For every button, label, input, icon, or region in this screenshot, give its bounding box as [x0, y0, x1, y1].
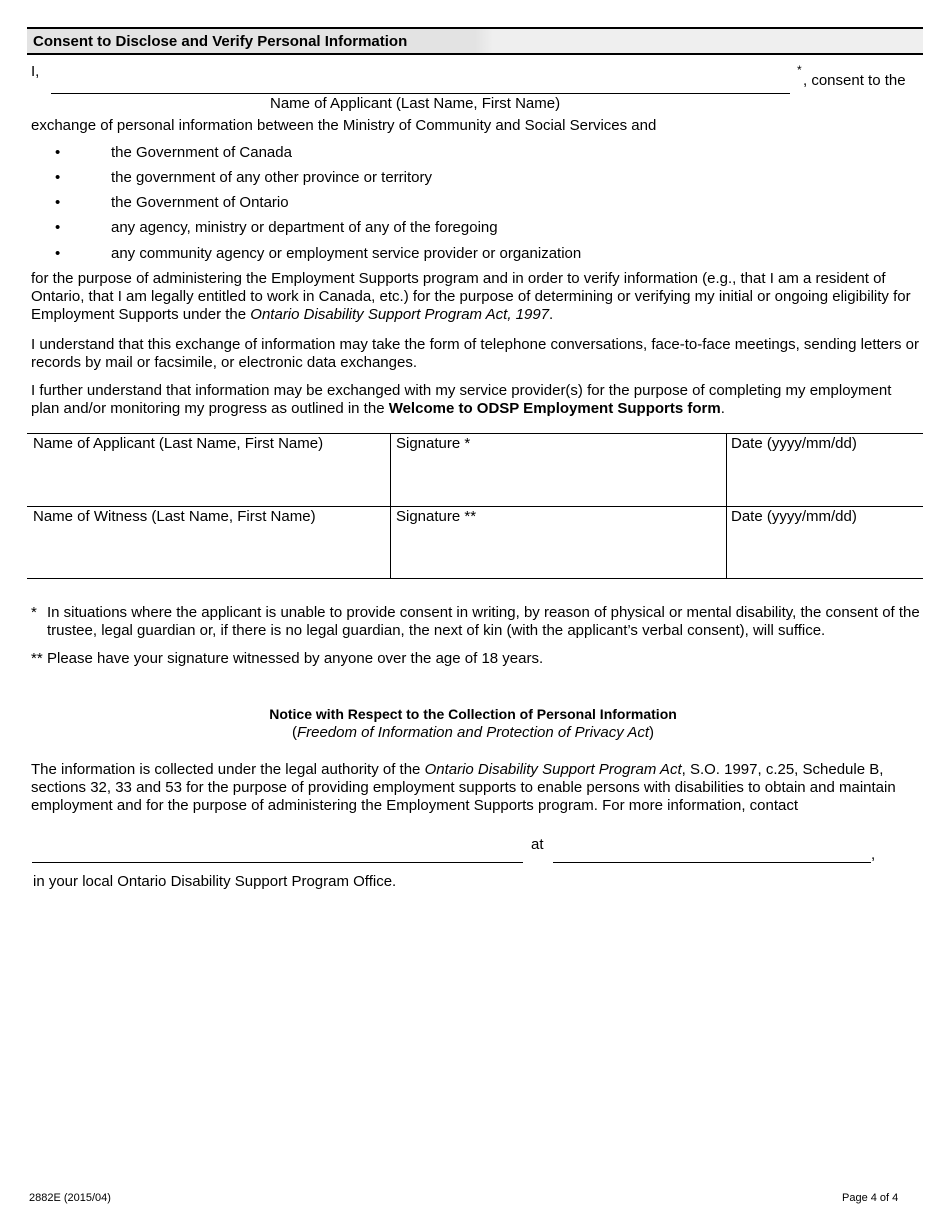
notice-body: The information is collected under the legal authority of the Ontario Disability Support Program Act, S.O. 1997, c.25, Schedule B, sections 32, 33 and 53 for the purpose of providing employment supports to enable persons with disabilities to obtain and maintain employment and for the purpose of administering the Employment Supports program. For more information, contact [31, 761, 896, 814]
applicant-name-cell[interactable] [28, 455, 390, 505]
applicant-name-label: Name of Applicant (Last Name, First Name) [33, 435, 324, 452]
bullet-item: any community agency or employment service provider or organization [111, 245, 582, 262]
applicant-name-caption: Name of Applicant (Last Name, First Name) [270, 95, 561, 112]
witness-signature-label: Signature ** [396, 508, 477, 525]
signature-table-row-divider [27, 506, 923, 507]
note-1-text: In situations where the applicant is unable to provide consent in writing, by reason of physical or mental disability, the consent of the trustee, legal guardian or, if there is no legal guardian, the next of kin (with the applicant’s verbal consent), will suffice. [47, 604, 920, 639]
applicant-date-label: Date (yyyy/mm/dd) [731, 435, 857, 452]
consent-asterisk: * [797, 63, 802, 77]
witness-date-cell[interactable] [727, 528, 923, 578]
bullet-marker: • [55, 245, 61, 262]
at-label: at [531, 836, 544, 853]
page-number: Page 4 of 4 [842, 1192, 899, 1204]
section-title: Consent to Disclose and Verify Personal Information [33, 33, 408, 50]
bullet-item: the Government of Canada [111, 144, 292, 161]
bullet-marker: • [55, 169, 61, 186]
bullet-marker: • [55, 194, 61, 211]
contact-name-field-line[interactable] [32, 862, 523, 863]
note-2-text: Please have your signature witnessed by anyone over the age of 18 years. [47, 650, 544, 667]
form-number: 2882E (2015/04) [29, 1192, 111, 1204]
contact-phone-field-line[interactable] [553, 862, 871, 863]
applicant-name-field-line[interactable] [51, 93, 790, 94]
note-2-marker: ** [31, 650, 43, 667]
further-paragraph: I further understand that information may be exchanged with my service provider(s) for the purpose of completing my employment plan and/or monitoring my progress as outlined in the Welcome to ODSP Employment Supports form. [31, 382, 892, 417]
bullet-item: any agency, ministry or department of any of the foregoing [111, 219, 498, 236]
witness-name-label: Name of Witness (Last Name, First Name) [33, 508, 316, 525]
applicant-signature-cell[interactable] [391, 455, 726, 505]
witness-signature-cell[interactable] [391, 528, 726, 578]
consent-to-the-text: , consent to the [803, 72, 906, 89]
bullet-marker: • [55, 219, 61, 236]
bullet-marker: • [55, 144, 61, 161]
applicant-signature-label: Signature * [396, 435, 471, 452]
bullet-item: the Government of Ontario [111, 194, 289, 211]
section-header [27, 27, 923, 55]
purpose-paragraph: for the purpose of administering the Employment Supports program and in order to verify information (e.g., that I am a resident of Ontario, that I am legally entitled to work in Canada, etc.) for the purpose of determining or verifying my initial or ongoing eligibility for Employment Supports under the Ontario Disability Support Program Act, 1997. [31, 270, 911, 323]
applicant-date-cell[interactable] [727, 455, 923, 505]
contact-comma: , [871, 846, 876, 863]
witness-date-label: Date (yyyy/mm/dd) [731, 508, 857, 525]
bullet-item: the government of any other province or territory [111, 169, 432, 186]
office-text: in your local Ontario Disability Support Program Office. [33, 873, 397, 890]
witness-name-cell[interactable] [28, 528, 390, 578]
consent-i-label: I, [31, 63, 40, 80]
notice-title: Notice with Respect to the Collection of Personal Information [269, 706, 677, 722]
exchange-text: exchange of personal information between the Ministry of Community and Social Services and [31, 117, 657, 134]
understand-paragraph: I understand that this exchange of information may take the form of telephone conversations, face-to-face meetings, sending letters or records by mail or facsimile, or electronic data exchanges. [31, 336, 919, 371]
note-1-marker: * [31, 604, 37, 621]
notice-subtitle: (Freedom of Information and Protection of Privacy Act) [291, 724, 655, 741]
